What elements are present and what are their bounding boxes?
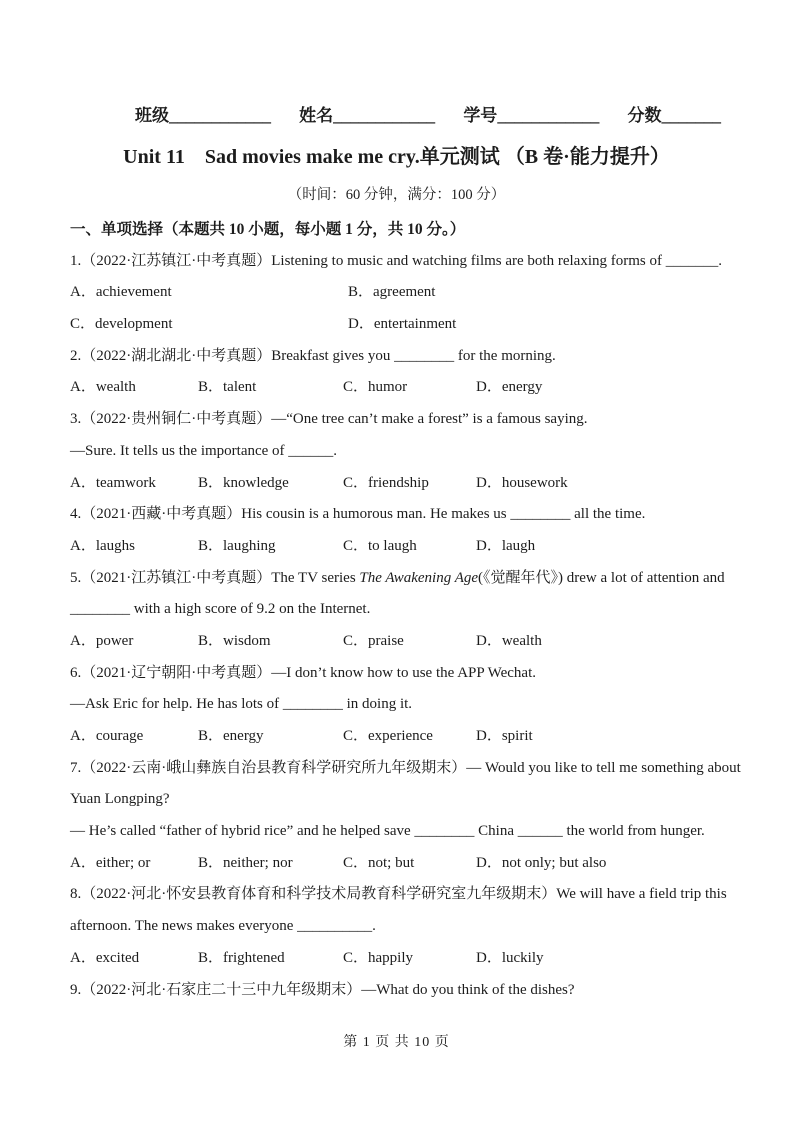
option-text: either; or — [95, 854, 151, 871]
question-7-text: Yuan Longping? — [70, 791, 170, 808]
option-label: C． — [70, 316, 96, 333]
question-4-option-a — [70, 531, 198, 563]
question-8-text: afternoon. The news makes everyone __________. — [70, 918, 376, 935]
question-6-option-c — [343, 721, 476, 753]
question-7-text: — He’s called “father of hybrid rice” and he helped save ________ China ______ the world from hunger. — [70, 823, 705, 840]
option-label: D． — [476, 854, 502, 871]
question-1-option-d — [348, 309, 726, 341]
question-1-option-a — [70, 277, 348, 309]
option-text: not; but — [368, 854, 415, 871]
option-text: talent — [223, 379, 257, 396]
question-8-line-2 — [70, 911, 726, 943]
question-6-text: —Ask Eric for help. He has lots of ________ in doing it. — [70, 696, 413, 713]
question-8-text: 8.（2022·河北·怀安县教育体育和科学技术局教育科学研究室九年级期末）We will have a field trip this — [70, 886, 727, 903]
option-label: A． — [70, 537, 96, 554]
option-label: C． — [343, 632, 369, 649]
option-text: development — [95, 316, 173, 333]
question-3-text: 3.（2022·贵州铜仁·中考真题）—“One tree can’t make a forest” is a famous saying. — [70, 411, 588, 428]
option-label: B． — [198, 537, 224, 554]
question-2-option-b — [198, 372, 343, 404]
name-label: 姓名 — [299, 106, 334, 125]
option-label: C． — [343, 728, 369, 744]
question-8-options-row — [70, 943, 726, 975]
option-text: achievement — [95, 284, 172, 301]
score-label: 分数 — [627, 106, 662, 125]
question-2-option-d — [476, 372, 726, 404]
question-3-option-d — [476, 468, 726, 500]
question-6-option-a — [70, 721, 198, 753]
option-label: C． — [343, 537, 369, 554]
option-label: A． — [70, 632, 96, 649]
question-4-option-b — [198, 531, 343, 563]
question-1-options-row — [70, 309, 726, 341]
option-label: C． — [343, 474, 369, 491]
question-7-option-d — [476, 848, 726, 880]
header-fields — [135, 101, 721, 126]
student-number-blank: ____________ — [497, 106, 600, 125]
option-label: D． — [476, 632, 502, 649]
exam-content — [70, 214, 741, 1006]
option-label: B． — [198, 728, 224, 744]
option-text: knowledge — [223, 474, 289, 491]
option-label: B． — [348, 284, 374, 301]
question-4-options-row — [70, 531, 726, 563]
question-1-line-1 — [70, 246, 726, 278]
question-1-option-c — [70, 309, 348, 341]
option-text: laugh — [501, 537, 536, 554]
student-number-label: 学号 — [463, 106, 498, 125]
question-5-line-2 — [70, 594, 726, 626]
question-8-line-1 — [70, 879, 726, 911]
question-1-option-b — [348, 277, 726, 309]
option-text: wealth — [95, 379, 136, 396]
question-7-options-row — [70, 848, 726, 880]
question-4-line-1 — [70, 499, 726, 531]
option-text: power — [95, 632, 134, 649]
option-text: experience — [368, 728, 433, 744]
question-2-options-row — [70, 372, 726, 404]
option-text: not only; but also — [501, 854, 607, 871]
score-field — [627, 101, 721, 126]
option-text: to laugh — [368, 537, 417, 554]
question-3-text: —Sure. It tells us the importance of ______. — [70, 442, 338, 459]
exam-title: Unit 11 Sad movies make me cry.单元测试 （B 卷·能力提升） — [123, 146, 670, 168]
question-2-option-c — [343, 372, 476, 404]
question-3-line-2 — [70, 436, 726, 468]
question-5-options-row — [70, 626, 726, 658]
question-5-option-d — [476, 626, 726, 658]
question-2-option-a — [70, 372, 198, 404]
option-text: happily — [368, 949, 414, 966]
option-label: B． — [198, 474, 224, 491]
option-text: teamwork — [95, 474, 156, 491]
option-label: C． — [343, 379, 369, 396]
question-7-line-2 — [70, 784, 726, 816]
option-label: A． — [70, 284, 96, 301]
option-text: energy — [501, 379, 543, 396]
option-label: B． — [198, 632, 224, 649]
question-6-line-2 — [70, 689, 726, 721]
question-3-option-c — [343, 468, 476, 500]
option-text: wealth — [501, 632, 542, 649]
question-6-text: 6.（2021·辽宁朝阳·中考真题）—I don’t know how to use the APP Wechat. — [70, 664, 536, 681]
class-label: 班级 — [135, 106, 169, 125]
option-text: entertainment — [373, 316, 457, 333]
option-label: B． — [198, 949, 224, 966]
option-label: A． — [70, 379, 96, 396]
question-7-option-c — [343, 848, 476, 880]
question-2-line-1 — [70, 341, 726, 373]
option-label: D． — [476, 379, 502, 396]
question-3-option-b — [198, 468, 343, 500]
question-6-line-1 — [70, 658, 726, 690]
question-5-line-1 — [70, 563, 726, 595]
question-8-option-d — [476, 943, 726, 975]
question-5-option-c — [343, 626, 476, 658]
question-4-option-d — [476, 531, 726, 563]
option-text: friendship — [368, 474, 429, 491]
question-3-option-a — [70, 468, 198, 500]
option-label: D． — [476, 537, 502, 554]
question-6-option-d — [476, 721, 726, 753]
question-7-line-1 — [70, 753, 741, 785]
option-text: luckily — [501, 949, 544, 966]
question-5-text: ________ with a high score of 9.2 on the Internet. — [70, 601, 371, 618]
option-text: wisdom — [223, 632, 271, 649]
question-5-option-b — [198, 626, 343, 658]
question-8-option-c — [343, 943, 476, 975]
question-5-text: (《觉醒年代》) drew a lot of attention and — [478, 569, 725, 586]
question-3-line-1 — [70, 404, 726, 436]
option-label: D． — [348, 316, 374, 333]
option-label: D． — [476, 949, 502, 966]
student-number-field — [463, 101, 599, 126]
question-5-option-a — [70, 626, 198, 658]
question-5-italic-text: The Awakening Age — [359, 569, 479, 586]
name-blank: ____________ — [333, 106, 436, 125]
option-label: B． — [198, 379, 224, 396]
option-text: praise — [368, 632, 404, 649]
option-text: neither; nor — [223, 854, 293, 871]
score-blank: _______ — [661, 106, 721, 125]
option-label: A． — [70, 854, 96, 871]
question-9-line-1 — [70, 975, 726, 1007]
option-text: humor — [368, 379, 408, 396]
question-4-text: 4.（2021·西藏·中考真题）His cousin is a humorous man. He makes us ________ all the time. — [70, 506, 646, 523]
option-text: laughing — [223, 537, 276, 554]
question-1-options-row — [70, 277, 726, 309]
option-label: D． — [476, 728, 502, 744]
question-7-text: 7.（2022·云南·峨山彝族自治县教育科学研究所九年级期末）— Would you like to tell me something about — [70, 759, 741, 776]
question-1-text: 1.（2022·江苏镇江·中考真题）Listening to music and watching films are both relaxing forms of _______. — [70, 252, 722, 269]
questions — [70, 246, 741, 1007]
name-field — [299, 101, 435, 126]
question-5-text: 5.（2021·江苏镇江·中考真题）The TV series — [70, 569, 360, 586]
question-2-text: 2.（2022·湖北湖北·中考真题）Breakfast gives you ________ for the morning. — [70, 347, 556, 364]
option-label: C． — [343, 949, 369, 966]
option-text: laughs — [95, 537, 136, 554]
question-3-options-row — [70, 468, 726, 500]
question-4-option-c — [343, 531, 476, 563]
option-text: energy — [223, 728, 264, 744]
class-field — [135, 101, 271, 126]
question-6-options-row — [70, 721, 726, 753]
option-text: agreement — [373, 284, 436, 301]
question-8-option-b — [198, 943, 343, 975]
question-8-option-a — [70, 943, 198, 975]
option-text: courage — [95, 728, 144, 744]
question-7-line-3 — [70, 816, 726, 848]
exam-time-score-info: （时间：60 分钟，满分：100 分） — [287, 187, 506, 203]
option-text: frightened — [223, 949, 285, 966]
question-9-text: 9.（2022·河北·石家庄二十三中九年级期末）—What do you think of the dishes? — [70, 981, 575, 998]
question-6-option-b — [198, 721, 343, 753]
page-footer: 第 1 页 共 10 页 — [343, 1035, 450, 1050]
option-text: spirit — [501, 728, 533, 744]
option-label: A． — [70, 728, 96, 744]
option-label: B． — [198, 854, 224, 871]
option-text: excited — [95, 949, 140, 966]
question-7-option-a — [70, 848, 198, 880]
option-text: housework — [501, 474, 568, 491]
option-label: D． — [476, 474, 502, 491]
option-label: C． — [343, 854, 369, 871]
class-blank: ____________ — [169, 106, 271, 125]
option-label: A． — [70, 474, 96, 491]
option-label: A． — [70, 949, 96, 966]
question-7-option-b — [198, 848, 343, 880]
section-heading: 一、单项选择（本题共 10 小题，每小题 1 分，共 10 分。） — [70, 221, 466, 238]
